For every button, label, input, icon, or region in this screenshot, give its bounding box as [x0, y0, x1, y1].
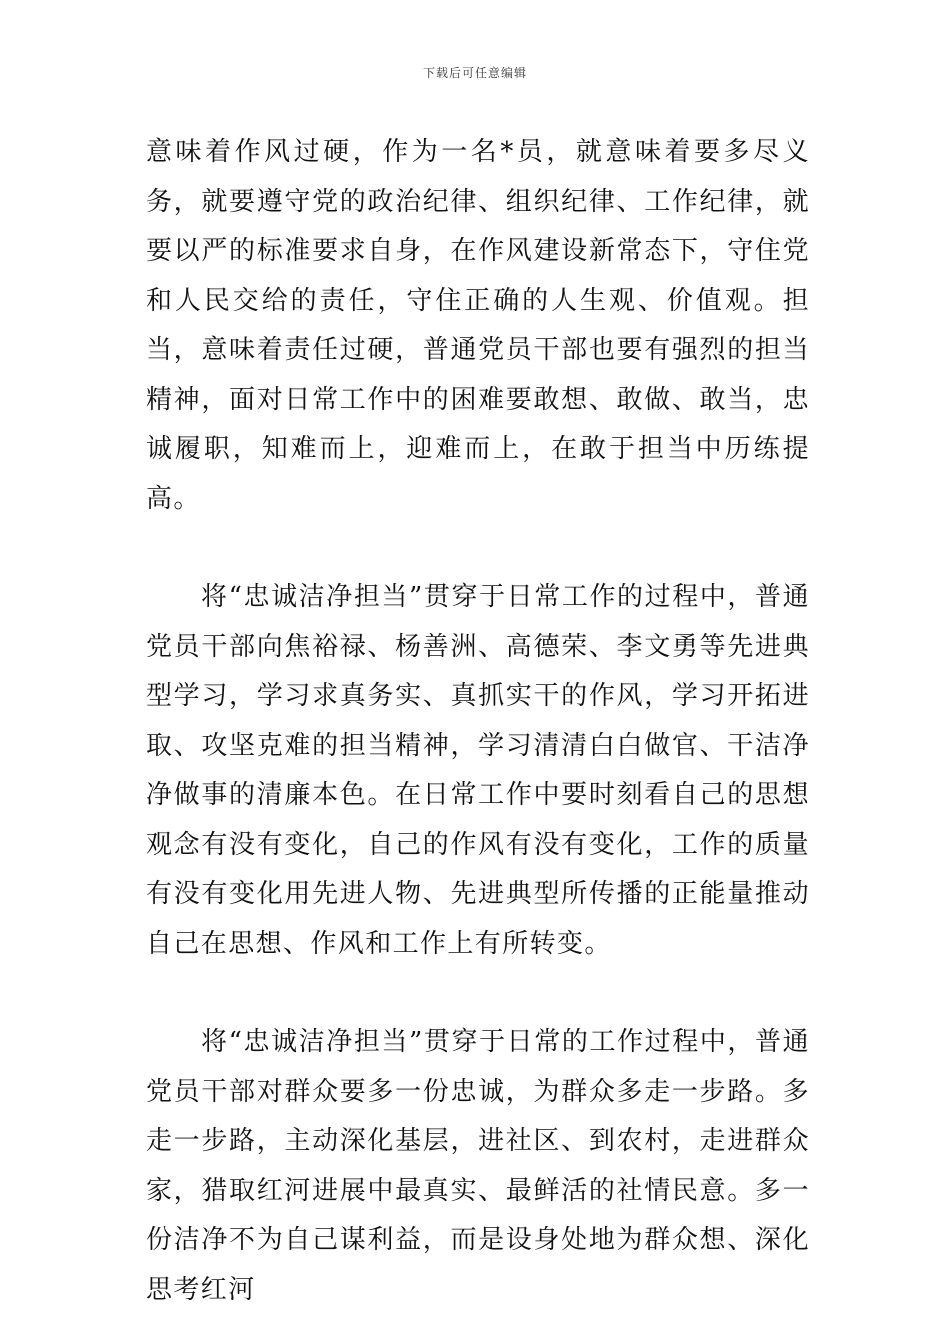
paragraph-3: 将“忠诚洁净担当”贯穿于日常的工作过程中，普通党员干部对群众要多一份忠诚，为群众多走一步路。多走一步路，主动深化基层，进社区、到农村，走进群众家，猎取红河进展中最真实、最鲜活的社情民意。多一份洁净不为自己谋利益，而是设身处地为群众想、深化思考红河	[146, 1027, 810, 1305]
paragraph-2: 将“忠诚洁净担当”贯穿于日常工作的过程中，普通党员干部向焦裕禄、杨善洲、高德荣、李文勇等先进典型学习，学习求真务实、真抓实干的作风，学习开拓进取、攻坚克难的担当精神，学习清清白白做官、干洁净净做事的清廉本色。在日常工作中要时刻看自己的思想观念有没有变化，自己的作风有没有变化，工作的质量有没有变化用先进人物、先进典型所传播的正能量推动自己在思想、作风和工作上有所转变。	[146, 582, 810, 959]
paragraph-1: 意味着作风过硬，作为一名*员，就意味着要多尽义务，就要遵守党的政治纪律、组织纪律、工作纪律，就要以严的标准要求自身，在作风建设新常态下，守住党和人民交给的责任，守住正确的人生观、价值观。担当，意味着责任过硬，普通党员干部也要有强烈的担当精神，面对日常工作中的困难要敢想、敢做、敢当，忠诚履职，知难而上，迎难而上，在敢于担当中历练提高。	[146, 137, 810, 514]
page-header-note: 下载后可任意编辑	[422, 66, 527, 80]
document-body	[146, 128, 810, 1315]
